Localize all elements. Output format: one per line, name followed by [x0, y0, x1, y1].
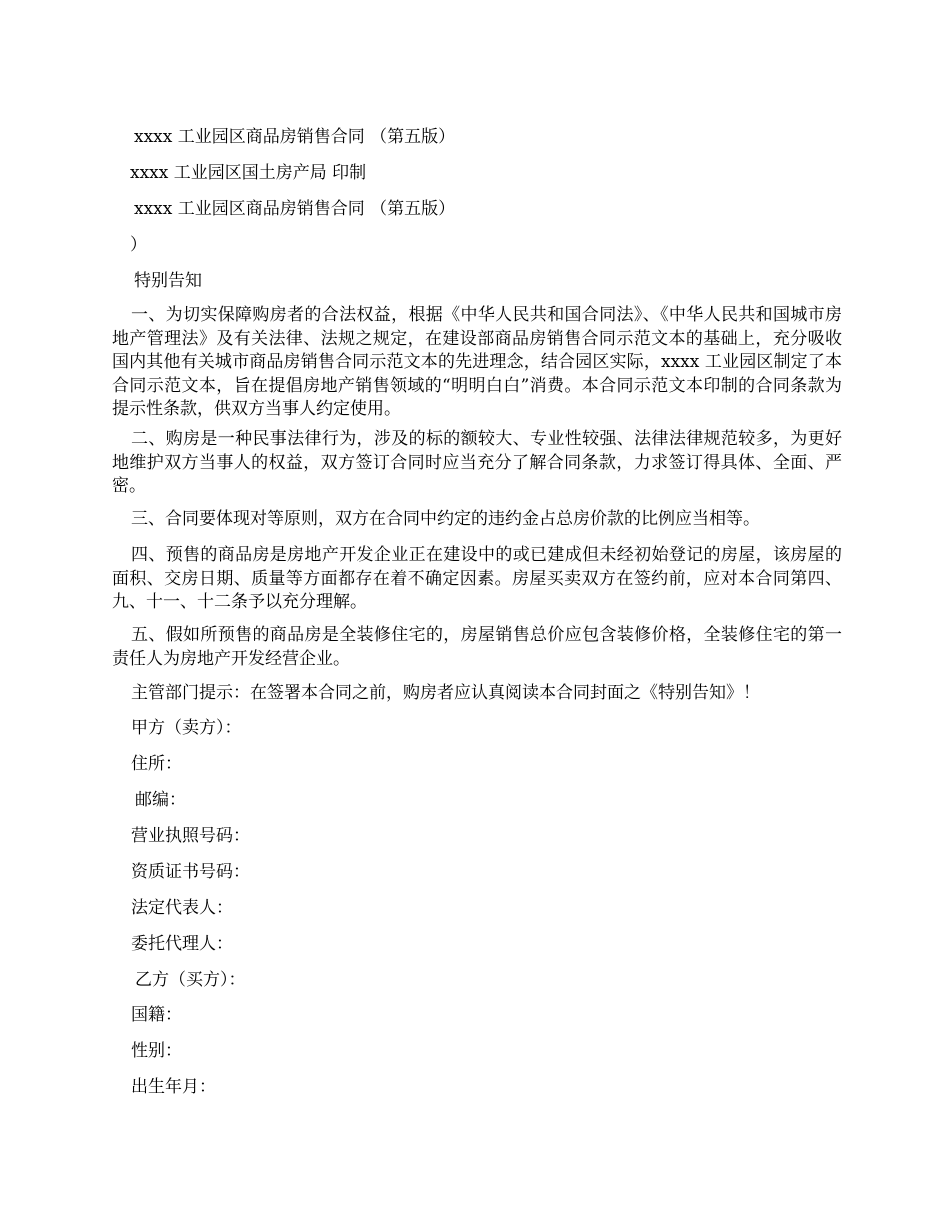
buyer-gender-label: 性别： [131, 1041, 182, 1061]
qualification-cert-label: 资质证书号码： [131, 862, 250, 882]
seller-party-label: 甲方（卖方）： [131, 718, 242, 738]
buyer-party-label: 乙方（买方）： [135, 970, 246, 990]
closing-paren: ） [130, 235, 147, 255]
buyer-birth-label: 出生年月： [131, 1077, 216, 1097]
notice-item-4: 四、预售的商品房是房地产开发企业正在建设中的或已建成但未经初始登记的房屋，该房屋的面积、交房日期、质量等方面都存在着不确定因素。房屋买卖双方在签约前，应对本合同第四、九、十一、十二条予以充分理解。 [112, 545, 842, 612]
notice-item-3: 三、合同要体现对等原则，双方在合同中约定的违约金占总房价款的比例应当相等。 [131, 509, 760, 529]
buyer-nationality-label: 国籍： [131, 1005, 182, 1025]
business-license-label: 营业执照号码： [131, 826, 250, 846]
seller-agent-label: 委托代理人： [131, 934, 233, 954]
contract-title: xxxx 工业园区商品房销售合同 （第五版） [134, 127, 456, 147]
notice-heading: 特别告知 [134, 271, 202, 291]
authority-tip: 主管部门提示：在签署本合同之前，购房者应认真阅读本合同封面之《特别告知》！ [131, 683, 760, 703]
seller-postcode-label: 邮编： [135, 790, 186, 810]
notice-item-5: 五、假如所预售的商品房是全装修住宅的，房屋销售总价应包含装修价格，全装修住宅的第一责任人为房地产开发经营企业。 [112, 625, 842, 669]
notice-item-1: 一、为切实保障购房者的合法权益，根据《中华人民共和国合同法》、《中华人民共和国城市房地产管理法》及有关法律、法规之规定，在建设部商品房销售合同示范文本的基础上，充分吸收国内其他有关城市商品房销售合同示范文本的先进理念，结合园区实际，xxxx 工业园区制定了本合同示范文本，旨在提倡房地产销售领域的“明明白白”消费。本合同示范文本印制的合同条款为提示性条款，供双方当事人约定使用。 [112, 305, 842, 419]
seller-address-label: 住所： [131, 754, 182, 774]
legal-rep-label: 法定代表人： [131, 898, 233, 918]
printer-line: xxxx 工业园区国土房产局 印制 [130, 163, 367, 183]
notice-item-2: 二、购房是一种民事法律行为，涉及的标的额较大、专业性较强、法律法律规范较多，为更好地维护双方当事人的权益，双方签订合同时应当充分了解合同条款，力求签订得具体、全面、严密。 [112, 429, 842, 496]
contract-title-repeat: xxxx 工业园区商品房销售合同 （第五版） [134, 199, 456, 219]
document-page [112, 0, 842, 1230]
